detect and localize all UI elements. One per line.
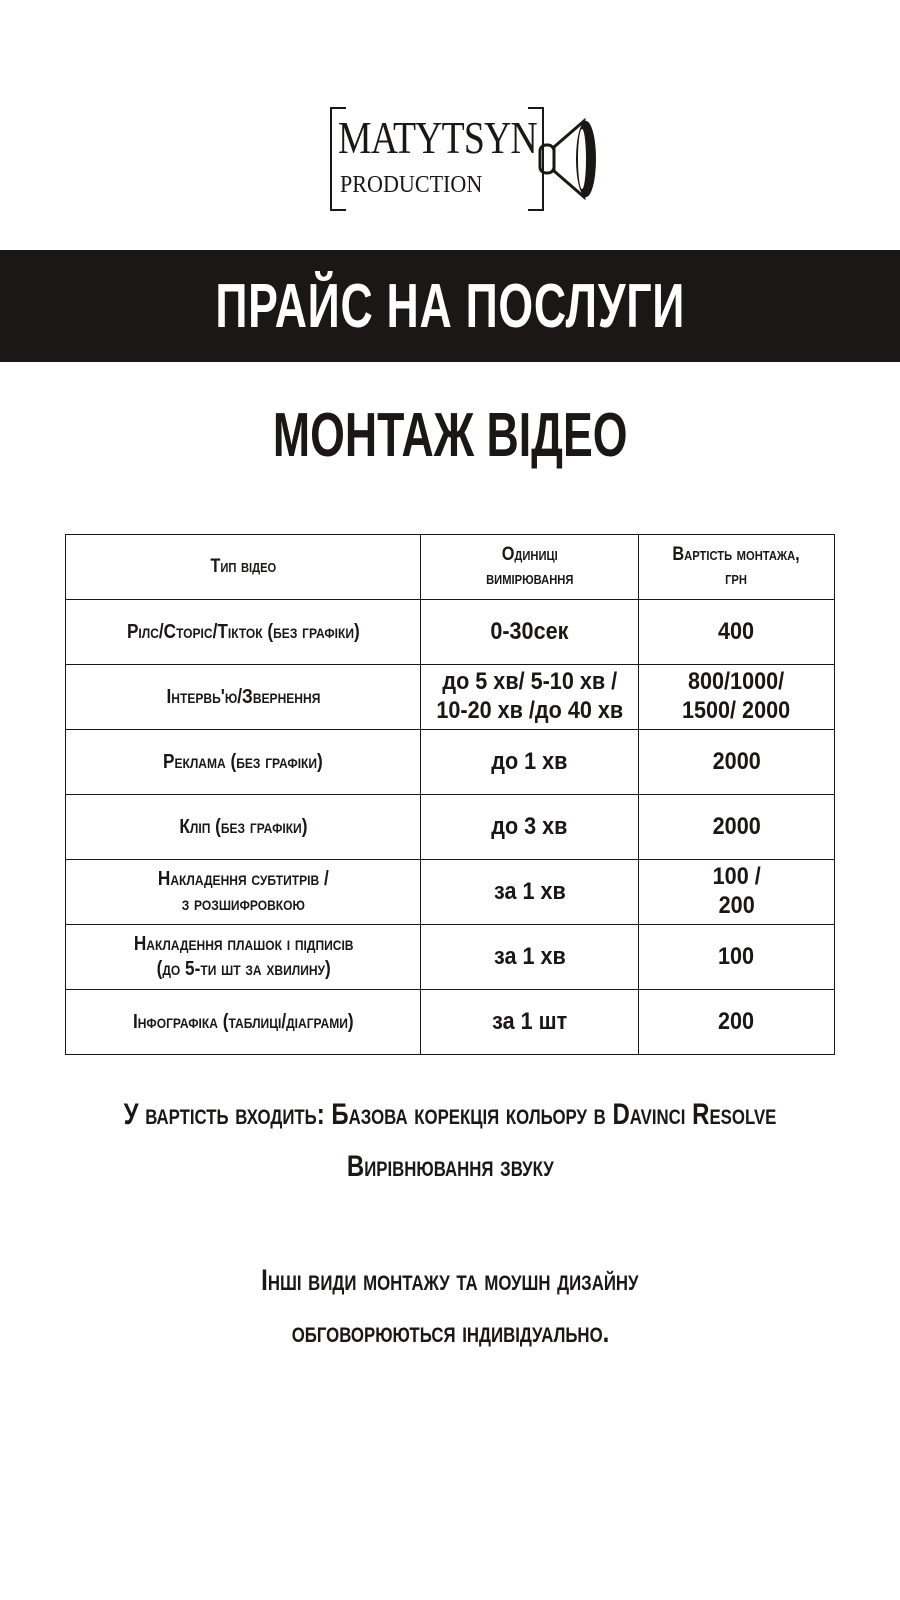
cell-type: Інтервь'ю/Звернення: [66, 665, 421, 730]
section-title: МОНТАЖ ВІДЕО: [272, 401, 628, 470]
logo-line1: MATYTSYN: [338, 112, 537, 163]
cell-unit: до 1 хв: [421, 730, 638, 795]
table-row: [66, 665, 835, 730]
table-row: [66, 600, 835, 665]
included-line2: Вирівнювання звуку: [346, 1150, 554, 1183]
cell-price: 2000: [638, 795, 834, 860]
logo-line2: PRODUCTION: [340, 172, 483, 198]
header-unit-line2: вимірювання: [485, 568, 574, 589]
cell-price: 200: [638, 990, 834, 1055]
banner-title: ПРАЙС НА ПОСЛУГИ: [215, 271, 685, 341]
cell-price: 100 / 200: [638, 860, 834, 925]
header-price-line2: грн: [725, 568, 748, 589]
other-line2: обговорюються індивідуально.: [291, 1316, 609, 1349]
cell-type: Рілс/Сторіс/Тікток (без графіки): [66, 600, 421, 665]
speaker-icon: [538, 117, 600, 201]
cell-unit: за 1 шт: [421, 990, 638, 1055]
cell-type: Реклама (без графіки): [66, 730, 421, 795]
cell-price: 100: [638, 925, 834, 990]
table-row: [66, 990, 835, 1055]
cell-unit: за 1 хв: [421, 925, 638, 990]
header-price: [638, 535, 834, 600]
section-heading: [0, 400, 900, 471]
other-line1: Інші види монтажу та моушн дизайну: [261, 1264, 639, 1297]
table-row: [66, 730, 835, 795]
included-line1: У вартість входить: Базова корекція кольору в Davinci Resolve: [123, 1098, 777, 1131]
header-price-line1: Вартість монтажа,: [672, 544, 801, 566]
header-unit: [421, 535, 638, 600]
cell-unit: 0-30сек: [421, 600, 638, 665]
header-unit-line1: Одиниці: [501, 544, 558, 566]
cell-price: 2000: [638, 730, 834, 795]
cell-type: Накладення плашок і підписів (до 5-ти шт за хвилину): [66, 925, 421, 990]
cell-unit: за 1 хв: [421, 860, 638, 925]
table-row: [66, 925, 835, 990]
cell-type: Накладення субтитрів / з розшифровкою: [66, 860, 421, 925]
cell-type: Інфографіка (таблиці/діаграми): [66, 990, 421, 1055]
cell-price: 400: [638, 600, 834, 665]
header-type: Тип відео: [66, 535, 421, 600]
table-header-row: [66, 535, 835, 600]
cell-price: 800/1000/ 1500/ 2000: [638, 665, 834, 730]
logo: [330, 105, 600, 215]
price-table: [65, 534, 835, 1055]
cell-unit: до 5 хв/ 5-10 хв / 10-20 хв /до 40 хв: [421, 665, 638, 730]
cell-unit: до 3 хв: [421, 795, 638, 860]
cell-type: Кліп (без графіки): [66, 795, 421, 860]
banner: [0, 250, 900, 362]
table-row: [66, 795, 835, 860]
table-row: [66, 860, 835, 925]
